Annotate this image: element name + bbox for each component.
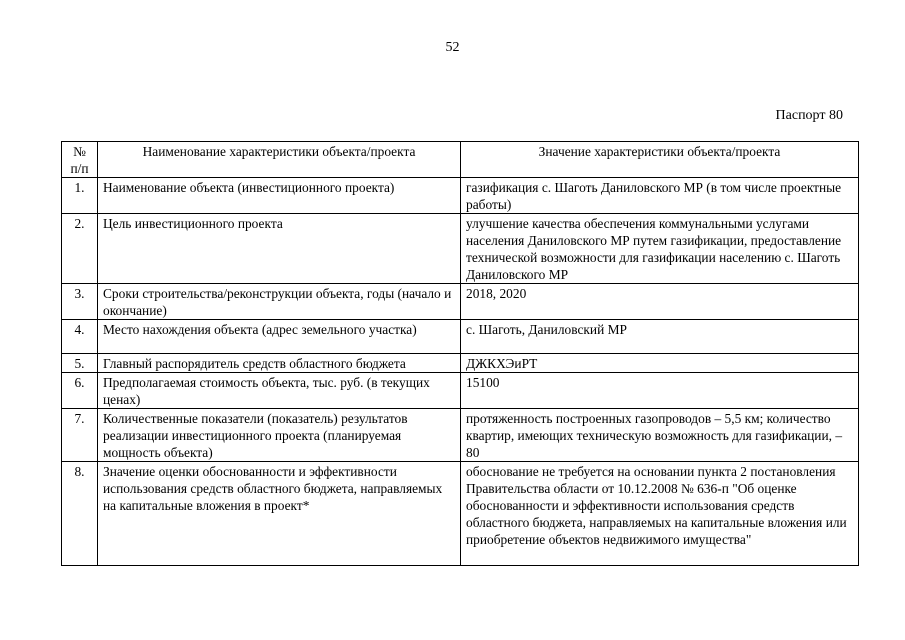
table-row <box>62 214 859 284</box>
row-value: с. Шаготь, Даниловский МР <box>461 320 859 354</box>
row-num: 6. <box>62 373 98 409</box>
row-value: протяженность построенных газопроводов – 5,5 км; количество квартир, имеющих техническую возможность для газификации, – 80 <box>461 409 859 462</box>
row-num: 8. <box>62 462 98 566</box>
row-num: 5. <box>62 354 98 373</box>
row-name: Сроки строительства/реконструкции объекта, годы (начало и окончание) <box>98 284 461 320</box>
row-value: улучшение качества обеспечения коммунальными услугами населения Даниловского МР путем газификации, предоставление технической возможности для газификации населению с. Шаготь Даниловского МР <box>461 214 859 284</box>
row-num: 4. <box>62 320 98 354</box>
row-num: 7. <box>62 409 98 462</box>
row-value: обоснование не требуется на основании пункта 2 постановления Правительства области от 10.12.2008 № 636-п "Об оценке обоснованности и эффективности использования средств областного бюджета, направляемых на капитальные вложения или приобретение объектов недвижимого имущества" <box>461 462 859 566</box>
passport-table <box>61 141 859 566</box>
row-name: Место нахождения объекта (адрес земельного участка) <box>98 320 461 354</box>
table-row <box>62 462 859 566</box>
row-value: ДЖКХЭиРТ <box>461 354 859 373</box>
table-row <box>62 320 859 354</box>
row-name: Цель инвестиционного проекта <box>98 214 461 284</box>
row-name: Предполагаемая стоимость объекта, тыс. руб. (в текущих ценах) <box>98 373 461 409</box>
table-header-row <box>62 142 859 178</box>
row-value: 15100 <box>461 373 859 409</box>
row-value: газификация с. Шаготь Даниловского МР (в том числе проектные работы) <box>461 178 859 214</box>
row-name: Значение оценки обоснованности и эффективности использования средств областного бюджета, направляемых на капитальные вложения в проект* <box>98 462 461 566</box>
row-name: Главный распорядитель средств областного бюджета <box>98 354 461 373</box>
table-row <box>62 373 859 409</box>
row-name: Наименование объекта (инвестиционного проекта) <box>98 178 461 214</box>
row-num: 2. <box>62 214 98 284</box>
page-number: 52 <box>445 40 460 55</box>
row-value: 2018, 2020 <box>461 284 859 320</box>
passport-label: Паспорт 80 <box>775 108 843 123</box>
table-row <box>62 354 859 373</box>
header-value: Значение характеристики объекта/проекта <box>461 142 859 178</box>
row-name: Количественные показатели (показатель) результатов реализации инвестиционного проекта (планируемая мощность объекта) <box>98 409 461 462</box>
row-num: 1. <box>62 178 98 214</box>
table-row <box>62 178 859 214</box>
table-row <box>62 409 859 462</box>
header-num: № п/п <box>62 142 98 178</box>
row-num: 3. <box>62 284 98 320</box>
header-name: Наименование характеристики объекта/проекта <box>98 142 461 178</box>
table-row <box>62 284 859 320</box>
